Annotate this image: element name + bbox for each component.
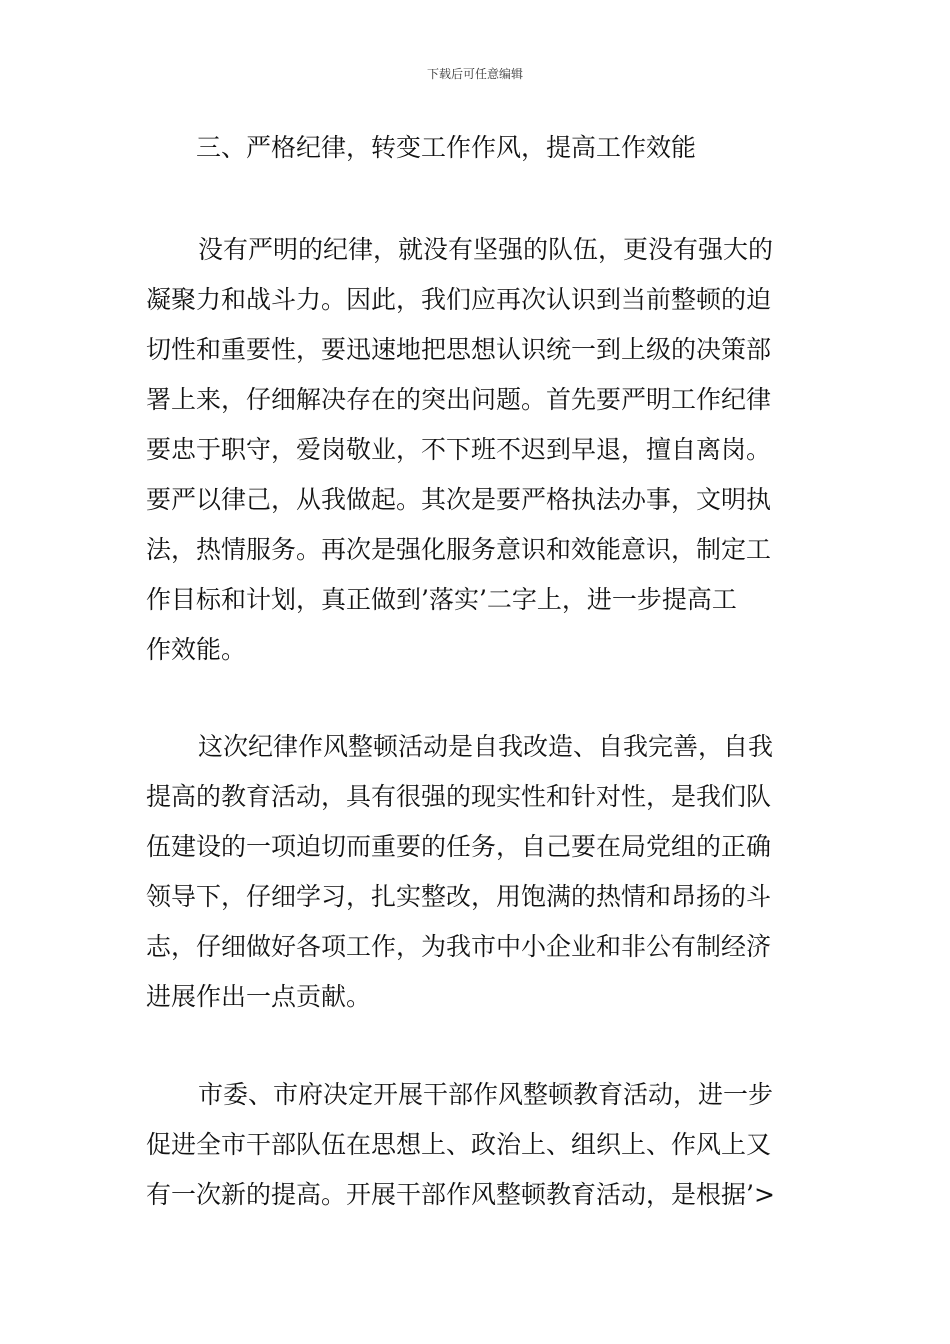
paragraph-line: 有一次新的提高。开展干部作风整顿教育活动，是根据’> — [146, 1180, 775, 1209]
paragraph-line: 法，热情服务。再次是强化服务意识和效能意识，制定工 — [146, 535, 772, 564]
paragraph-line: 提高的教育活动，具有很强的现实性和针对性，是我们队 — [146, 782, 772, 811]
paragraph-line: 领导下，仔细学习，扎实整改，用饱满的热情和昂扬的斗 — [146, 882, 772, 911]
paragraph-line: 要严以律己，从我做起。其次是要严格执法办事，文明执 — [146, 485, 772, 514]
paragraph-line: 市委、市府决定开展干部作风整顿教育活动，进一步 — [198, 1080, 774, 1109]
paragraph-line: 要忠于职守，爱岗敬业，不下班不迟到早退，擅自离岗。 — [146, 435, 772, 464]
paragraph-line: 促进全市干部队伍在思想上、政治上、组织上、作风上又 — [146, 1130, 772, 1159]
paragraph-line: 志，仔细做好各项工作，为我市中小企业和非公有制经济 — [146, 932, 772, 961]
paragraph-line: 伍建设的一项迫切而重要的任务，自己要在局党组的正确 — [146, 832, 772, 861]
paragraph-line: 作效能。 — [146, 635, 247, 664]
paragraph-line: 进展作出一点贡献。 — [146, 982, 372, 1011]
paragraph-line: 作目标和计划，真正做到’落实’二字上，进一步提高工 — [146, 585, 737, 614]
paragraph-line: 署上来，仔细解决存在的突出问题。首先要严明工作纪律 — [146, 385, 772, 414]
paragraph-line: 切性和重要性，要迅速地把思想认识统一到上级的决策部 — [146, 335, 772, 364]
paragraph-line: 没有严明的纪律，就没有坚强的队伍，更没有强大的 — [198, 235, 774, 264]
page-header: 下载后可任意编辑 — [426, 67, 523, 81]
paragraph-campaign — [146, 1070, 816, 1220]
section-heading: 三、严格纪律，转变工作作风，提高工作效能 — [196, 133, 697, 162]
paragraph-line: 这次纪律作风整顿活动是自我改造、自我完善，自我 — [198, 732, 774, 761]
paragraph-line: 凝聚力和战斗力。因此，我们应再次认识到当前整顿的迫 — [146, 285, 772, 314]
paragraph-discipline — [146, 225, 816, 675]
paragraph-rectification — [146, 722, 816, 1022]
